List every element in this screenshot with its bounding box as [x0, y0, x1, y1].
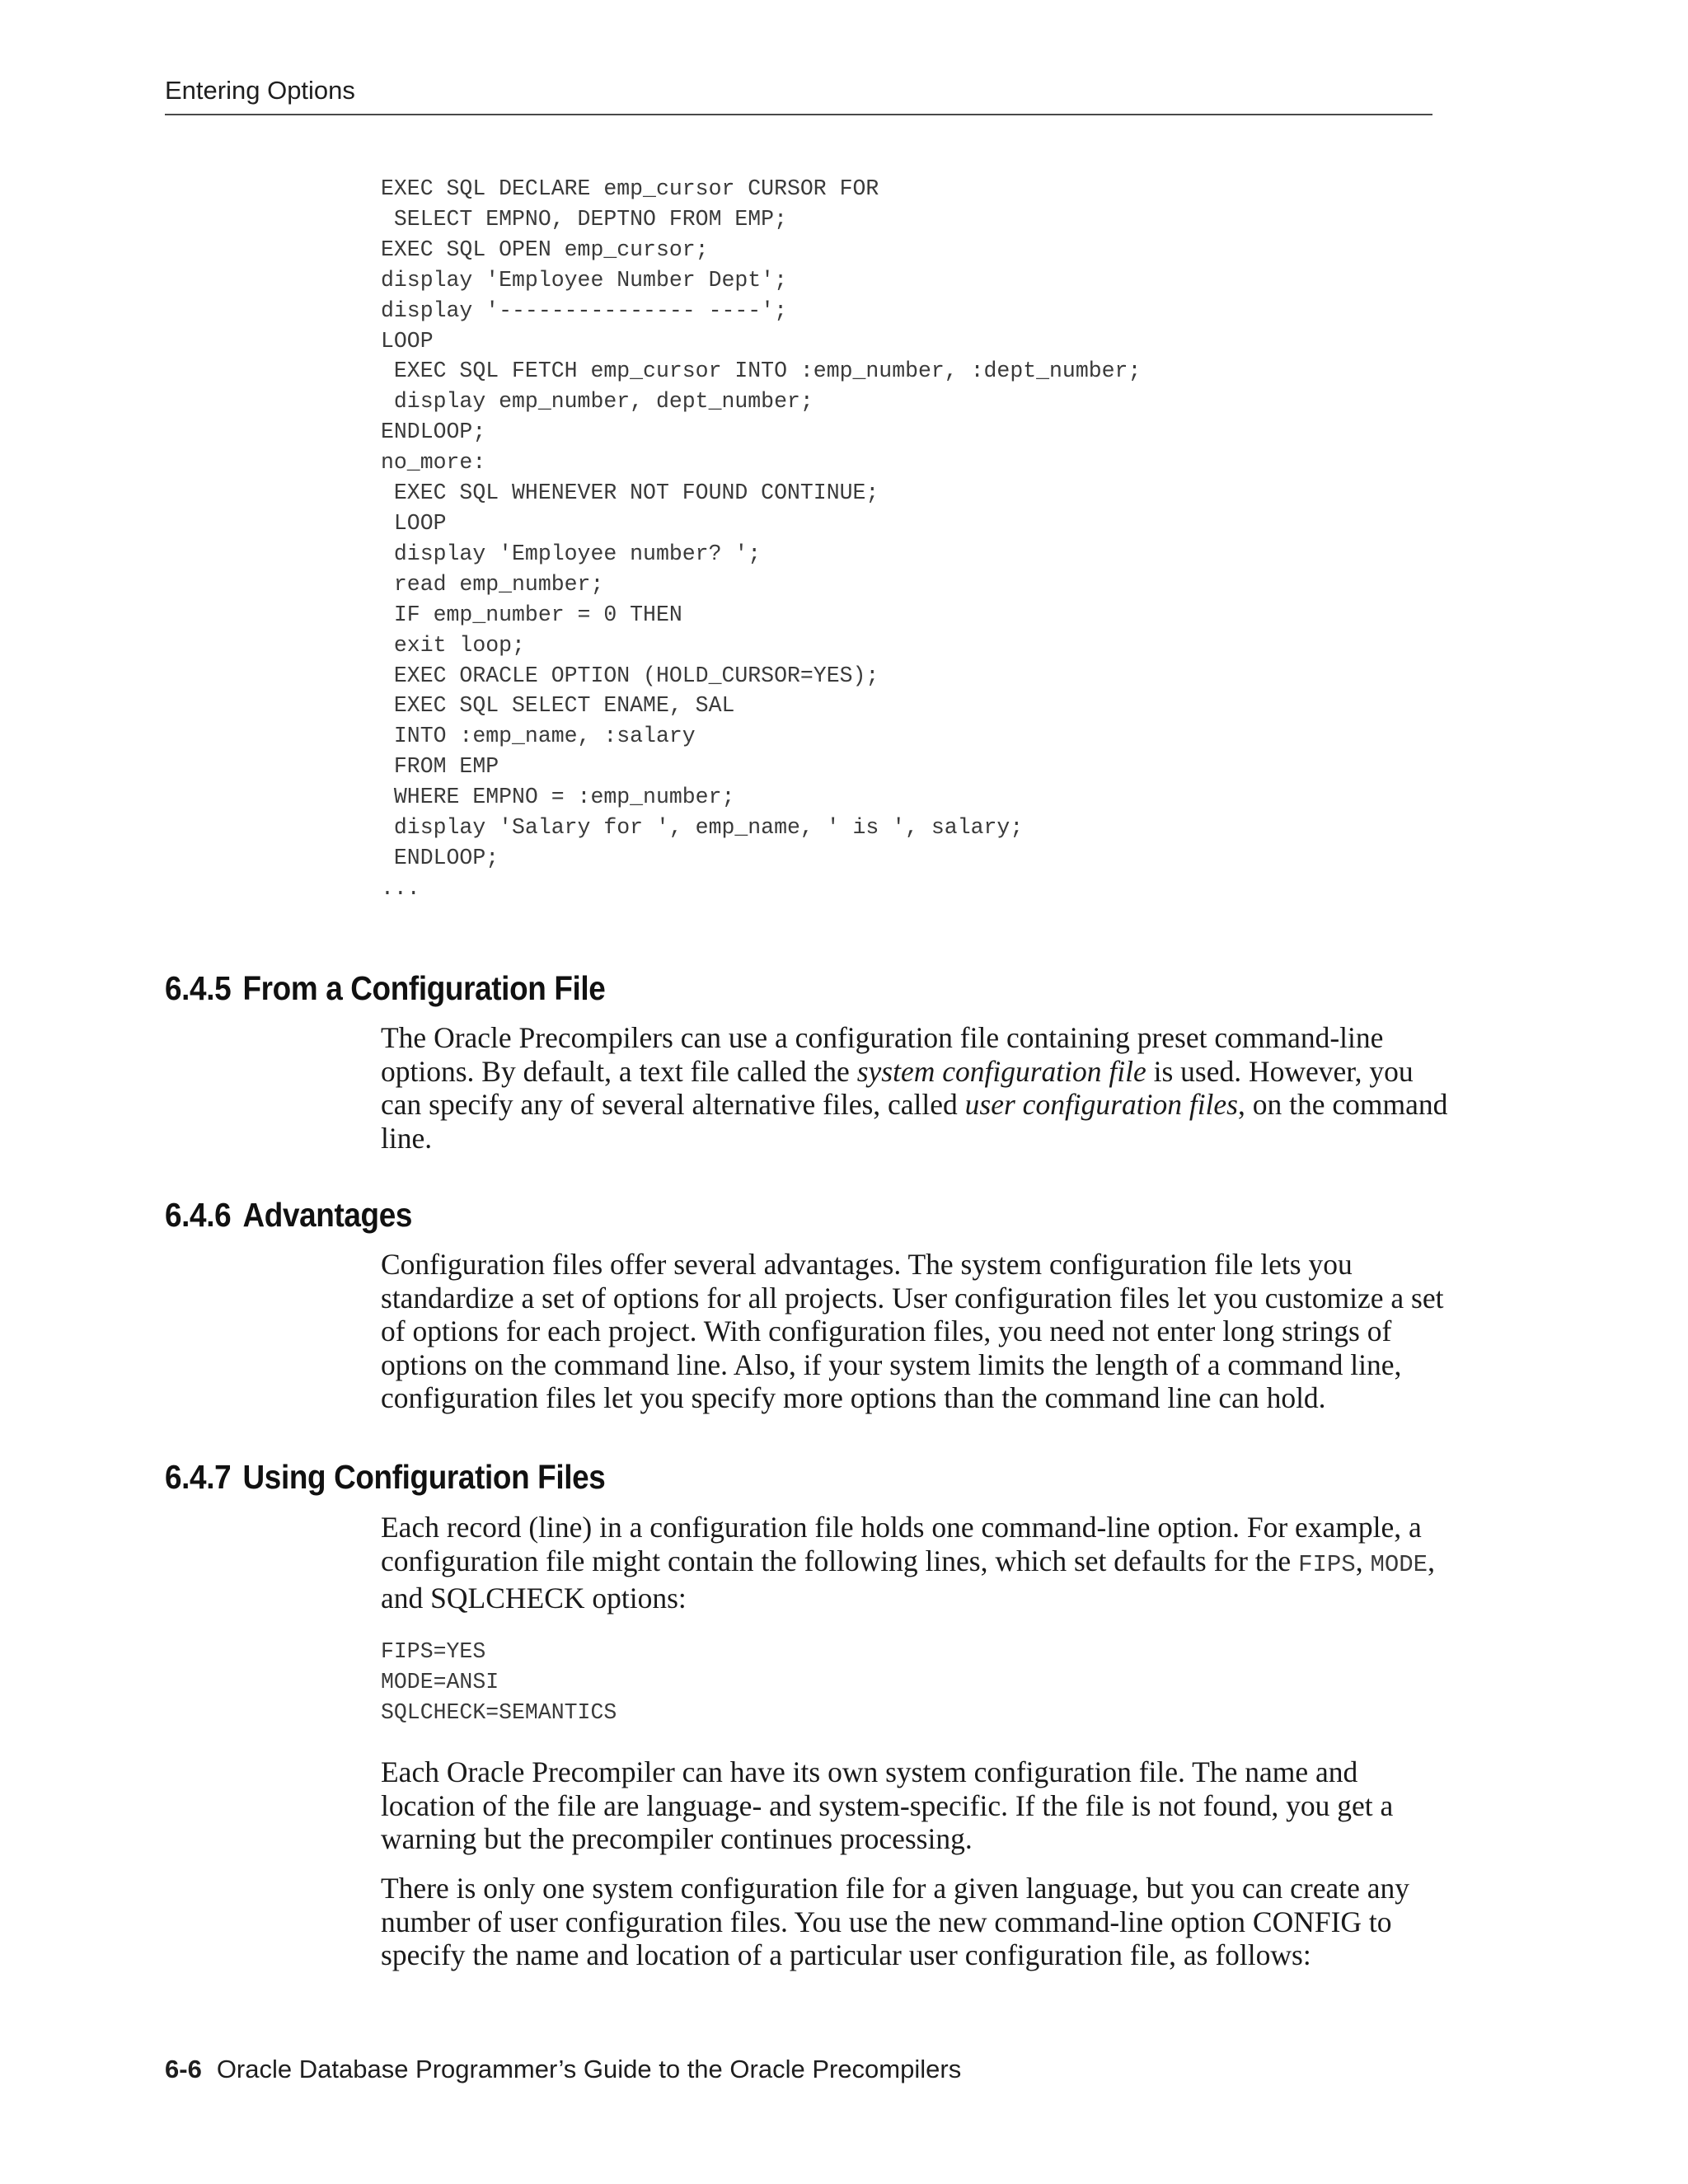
code-line: read emp_number; [381, 571, 604, 597]
code-line: LOOP [381, 328, 434, 354]
code-line: IF emp_number = 0 THEN [381, 602, 682, 627]
code-line: FIPS=YES [381, 1639, 486, 1664]
code-line: EXEC SQL FETCH emp_cursor INTO :emp_number, :dept_number; [381, 359, 1142, 384]
code-line: display emp_number, dept_number; [381, 389, 814, 415]
book-title: Oracle Database Programmer’s Guide to the Oracle Precompilers [216, 2055, 962, 2083]
paragraph-system-config-file: Each Oracle Precompiler can have its own system configuration file. The name and location of the file are language- and system-specific. If the file is not found, you get a warning but the precompiler continues processing. [381, 1755, 1394, 1856]
section-heading-6-4-6 [165, 1196, 412, 1235]
paragraph-config-record: Each record (line) in a configuration file holds one command-line option. For example, a configuration file might contain the following lines, which set defaults for the FIPS, MODE, and SQLCHECK options: [381, 1511, 1435, 1615]
code-line: EXEC SQL WHENEVER NOT FOUND CONTINUE; [381, 480, 879, 506]
code-line: MODE=ANSI [381, 1669, 499, 1694]
code-line: EXEC SQL DECLARE emp_cursor CURSOR FOR [381, 176, 879, 201]
section-title: From a Configuration File [242, 969, 606, 1007]
code-line: display 'Employee Number Dept'; [381, 267, 787, 293]
section-number: 6.4.6 [165, 1196, 232, 1234]
inline-code-fips: FIPS [1298, 1550, 1356, 1578]
inline-code-mode: MODE [1370, 1550, 1428, 1578]
code-line: exit loop; [381, 632, 525, 658]
running-header: Entering Options [165, 76, 355, 105]
code-line: display 'Employee number? '; [381, 541, 762, 566]
code-line: FROM EMP [381, 754, 499, 780]
code-line: display '--------------- ----'; [381, 298, 787, 323]
paragraph-config-file-intro: The Oracle Precompilers can use a configuration file containing preset command-line options. By default, a text file called the system configuration file is used. However, you can specify any of several alternative files, called user configuration files, on the command line. [381, 1021, 1448, 1155]
code-line: no_more: [381, 450, 486, 476]
code-line: WHERE EMPNO = :emp_number; [381, 785, 735, 810]
header-rule [165, 114, 1432, 115]
term-system-configuration-file: system configuration file [856, 1054, 1146, 1088]
code-line: display 'Salary for ', emp_name, ' is ', salary; [381, 815, 1024, 841]
code-example [381, 174, 1141, 904]
page-number: 6-6 [165, 2055, 202, 2083]
code-line: SELECT EMPNO, DEPTNO FROM EMP; [381, 206, 787, 232]
code-line: ENDLOOP; [381, 419, 486, 445]
config-code-example [381, 1637, 617, 1728]
paragraph-user-config-files: There is only one system configuration file for a given language, but you can create any number of user configuration files. You use the new command-line option CONFIG to specify the name and location of a particular user configuration file, as follows: [381, 1872, 1409, 1972]
code-line: INTO :emp_name, :salary [381, 724, 696, 749]
term-user-configuration-files: user configuration files [964, 1088, 1238, 1122]
code-line: EXEC SQL OPEN emp_cursor; [381, 237, 709, 262]
section-heading-6-4-5 [165, 969, 605, 1008]
section-title: Using Configuration Files [242, 1458, 606, 1496]
code-line: ... [381, 875, 420, 901]
section-title: Advantages [242, 1196, 413, 1234]
section-number: 6.4.5 [165, 969, 232, 1007]
page-footer [165, 2055, 961, 2084]
code-line: ENDLOOP; [381, 845, 499, 870]
paragraph-advantages: Configuration files offer several advantages. The system configuration file lets you standardize a set of options for all projects. User configuration files let you customize a set of options for each project. With configuration files, you need not enter long strings of options on the command line. Also, if your system limits the length of a command line, configuration files let you specify more options than the command line can hold. [381, 1248, 1444, 1415]
section-heading-6-4-7 [165, 1458, 605, 1497]
code-line: EXEC ORACLE OPTION (HOLD_CURSOR=YES); [381, 663, 879, 688]
section-number: 6.4.7 [165, 1458, 232, 1496]
code-line: EXEC SQL SELECT ENAME, SAL [381, 693, 735, 719]
code-line: LOOP [381, 510, 447, 536]
code-line: SQLCHECK=SEMANTICS [381, 1699, 617, 1725]
